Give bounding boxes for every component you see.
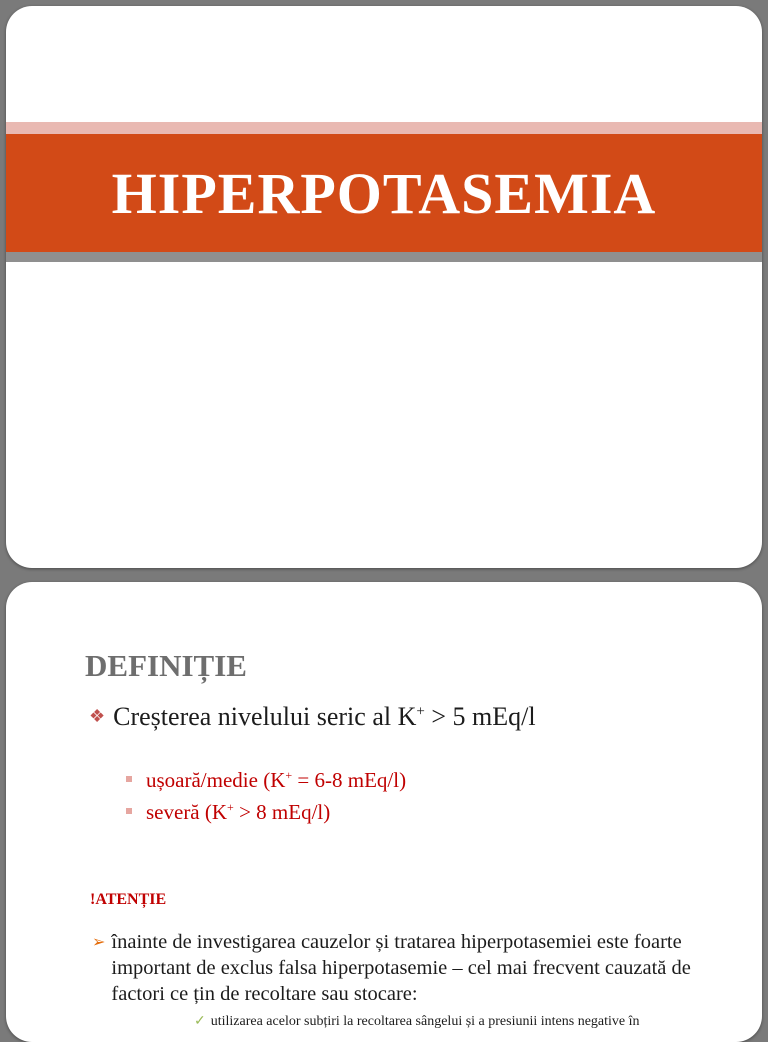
level-range: = 6-8 mEq/l): [292, 768, 407, 792]
square-bullet-icon: [126, 808, 132, 814]
slide-heading: DEFINIȚIE: [85, 648, 247, 683]
square-bullet-icon: [126, 776, 132, 782]
level-range: > 8 mEq/l): [233, 800, 331, 824]
title-band: [6, 134, 762, 252]
diamond-bullet-icon: ❖: [89, 706, 106, 726]
note-text: înainte de investigarea cauzelor și tratarea hiperpotasemiei este foarte important de exclus falsa hiperpotasemie – cel mai frecvent cauzată de factori ce țin de recoltare sau stocare:: [111, 931, 691, 1005]
definition-slide: [6, 582, 762, 1042]
check-icon: ✓: [194, 1014, 206, 1029]
title-slide: [6, 6, 762, 568]
level-superscript: +: [285, 768, 293, 782]
list-item: [126, 800, 406, 832]
definition-text: Creșterea nivelului seric al K: [113, 702, 417, 731]
definition-bullet: [89, 702, 536, 732]
level-label: ușoară/medie (K: [146, 768, 286, 792]
title-band-top-stripe: [6, 122, 762, 134]
note-bullet: [92, 929, 732, 1007]
sub-note-text: utilizarea acelor subțiri la recoltarea sângelui și a presiunii intens negative în: [210, 1014, 640, 1029]
level-label: severă (K: [146, 800, 228, 824]
slide-title: HIPERPOTASEMIA: [111, 160, 657, 226]
definition-threshold: > 5 mEq/l: [424, 702, 536, 731]
sub-note-bullet: [194, 1013, 640, 1030]
level-superscript: +: [227, 800, 234, 814]
attention-label: !ATENȚIE: [90, 891, 167, 908]
arrow-bullet-icon: ➢: [92, 934, 106, 951]
definition-superscript: +: [416, 703, 425, 720]
severity-list: [126, 768, 406, 832]
title-band-shadow-stripe: [6, 252, 762, 262]
list-item: [126, 768, 406, 800]
